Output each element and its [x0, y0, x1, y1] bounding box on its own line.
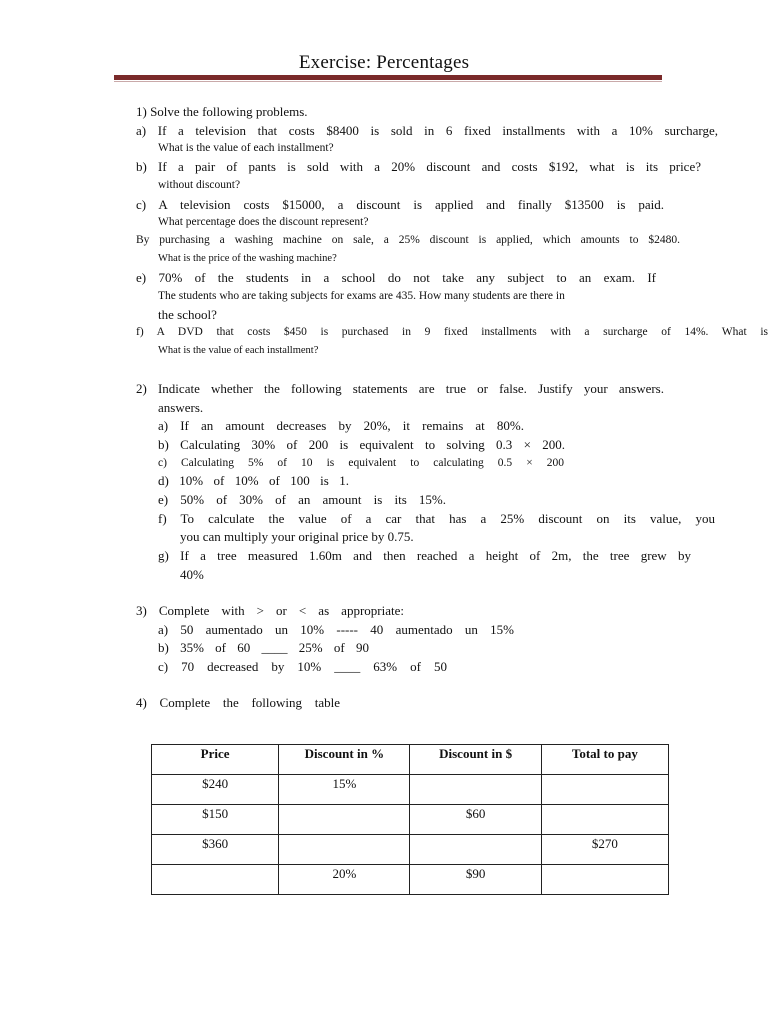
header-price: Price: [152, 745, 279, 775]
table-cell: $150: [152, 805, 279, 835]
q2-item-f-line1: f) To calculate the value of a car that has a 25% discount on its value, you: [158, 511, 715, 526]
table-cell: [279, 805, 410, 835]
q2-heading: 2) Indicate whether the following statements are true or false. Justify your answers.: [136, 381, 664, 396]
header-discount-percent: Discount in %: [279, 745, 410, 775]
table-cell: $270: [541, 835, 668, 865]
q1-a-line2: What is the value of each installment?: [158, 142, 334, 154]
q1-b-line1: b) If a pair of pants is sold with a 20% discount and costs $192, what is its price?: [136, 159, 701, 174]
q3-heading: 3) Complete with > or < as appropriate:: [136, 603, 404, 618]
q1-f-line1: f) A DVD that costs $450 is purchased in 9 fixed installments with a surcharge of 14%. What is: [136, 326, 768, 338]
table-row: [152, 865, 669, 895]
table-cell: [541, 805, 668, 835]
table-cell: 20%: [279, 865, 410, 895]
title-underline: [114, 75, 662, 80]
table-cell: [410, 835, 541, 865]
q2-item-b: b) Calculating 30% of 200 is equivalent to solving 0.3 × 200.: [158, 437, 565, 452]
header-discount-amount: Discount in $: [410, 745, 541, 775]
q1-e-line3: the school?: [158, 307, 217, 322]
q1-e-line2: The students who are taking subjects for exams are 435. How many students are there in: [158, 290, 565, 302]
table-cell: [152, 865, 279, 895]
table-row: [152, 835, 669, 865]
page-title: Exercise: Percentages: [298, 52, 470, 73]
q4-heading: 4) Complete the following table: [136, 695, 340, 710]
table-row: [152, 775, 669, 805]
header-total: Total to pay: [541, 745, 668, 775]
table-cell: $90: [410, 865, 541, 895]
q1-b-line2: without discount?: [158, 179, 241, 191]
q1-f-line2: What is the value of each installment?: [158, 345, 319, 356]
q2-item-e: e) 50% of 30% of an amount is its 15%.: [158, 492, 446, 507]
q1-heading: 1) Solve the following problems.: [136, 104, 308, 119]
q2-item-d: d) 10% of 10% of 100 is 1.: [158, 473, 349, 488]
table-cell: [410, 775, 541, 805]
q1-e-line1: e) 70% of the students in a school do not take any subject to an exam. If: [136, 270, 656, 285]
title-underline-shadow: [114, 81, 662, 82]
q1-d-line1: By purchasing a washing machine on sale, a 25% discount is applied, which amounts to $2480.: [136, 234, 680, 246]
table-cell: $360: [152, 835, 279, 865]
price-table: [151, 744, 669, 895]
table-cell: $240: [152, 775, 279, 805]
q3-item-a: a) 50 aumentado un 10% ----- 40 aumentado un 15%: [158, 622, 514, 637]
table-cell: [541, 865, 668, 895]
table-header-row: [152, 745, 669, 775]
q2-item-c: c) Calculating 5% of 10 is equivalent to calculating 0.5 × 200: [158, 457, 564, 469]
table-cell: [279, 835, 410, 865]
q2-item-a: a) If an amount decreases by 20%, it remains at 80%.: [158, 418, 524, 433]
table-cell: $60: [410, 805, 541, 835]
q3-item-b: b) 35% of 60 ____ 25% of 90: [158, 640, 369, 655]
q3-item-c: c) 70 decreased by 10% ____ 63% of 50: [158, 659, 447, 674]
q1-a-line1: a) If a television that costs $8400 is sold in 6 fixed installments with a 10% surcharge,: [136, 123, 718, 138]
q1-c-line2: What percentage does the discount represent?: [158, 216, 369, 228]
table-row: [152, 805, 669, 835]
q2-heading-line2: answers.: [158, 400, 204, 415]
q1-c-line1: c) A television costs $15000, a discount is applied and finally $13500 is paid.: [136, 197, 664, 212]
q2-item-g-line1: g) If a tree measured 1.60m and then reached a height of 2m, the tree grew by: [158, 548, 691, 563]
table-cell: [541, 775, 668, 805]
q1-d-line2: What is the price of the washing machine?: [158, 253, 337, 264]
q2-item-f-line2: you can multiply your original price by 0.75.: [180, 529, 414, 544]
table-cell: 15%: [279, 775, 410, 805]
q2-item-g-line2: 40%: [180, 567, 204, 582]
